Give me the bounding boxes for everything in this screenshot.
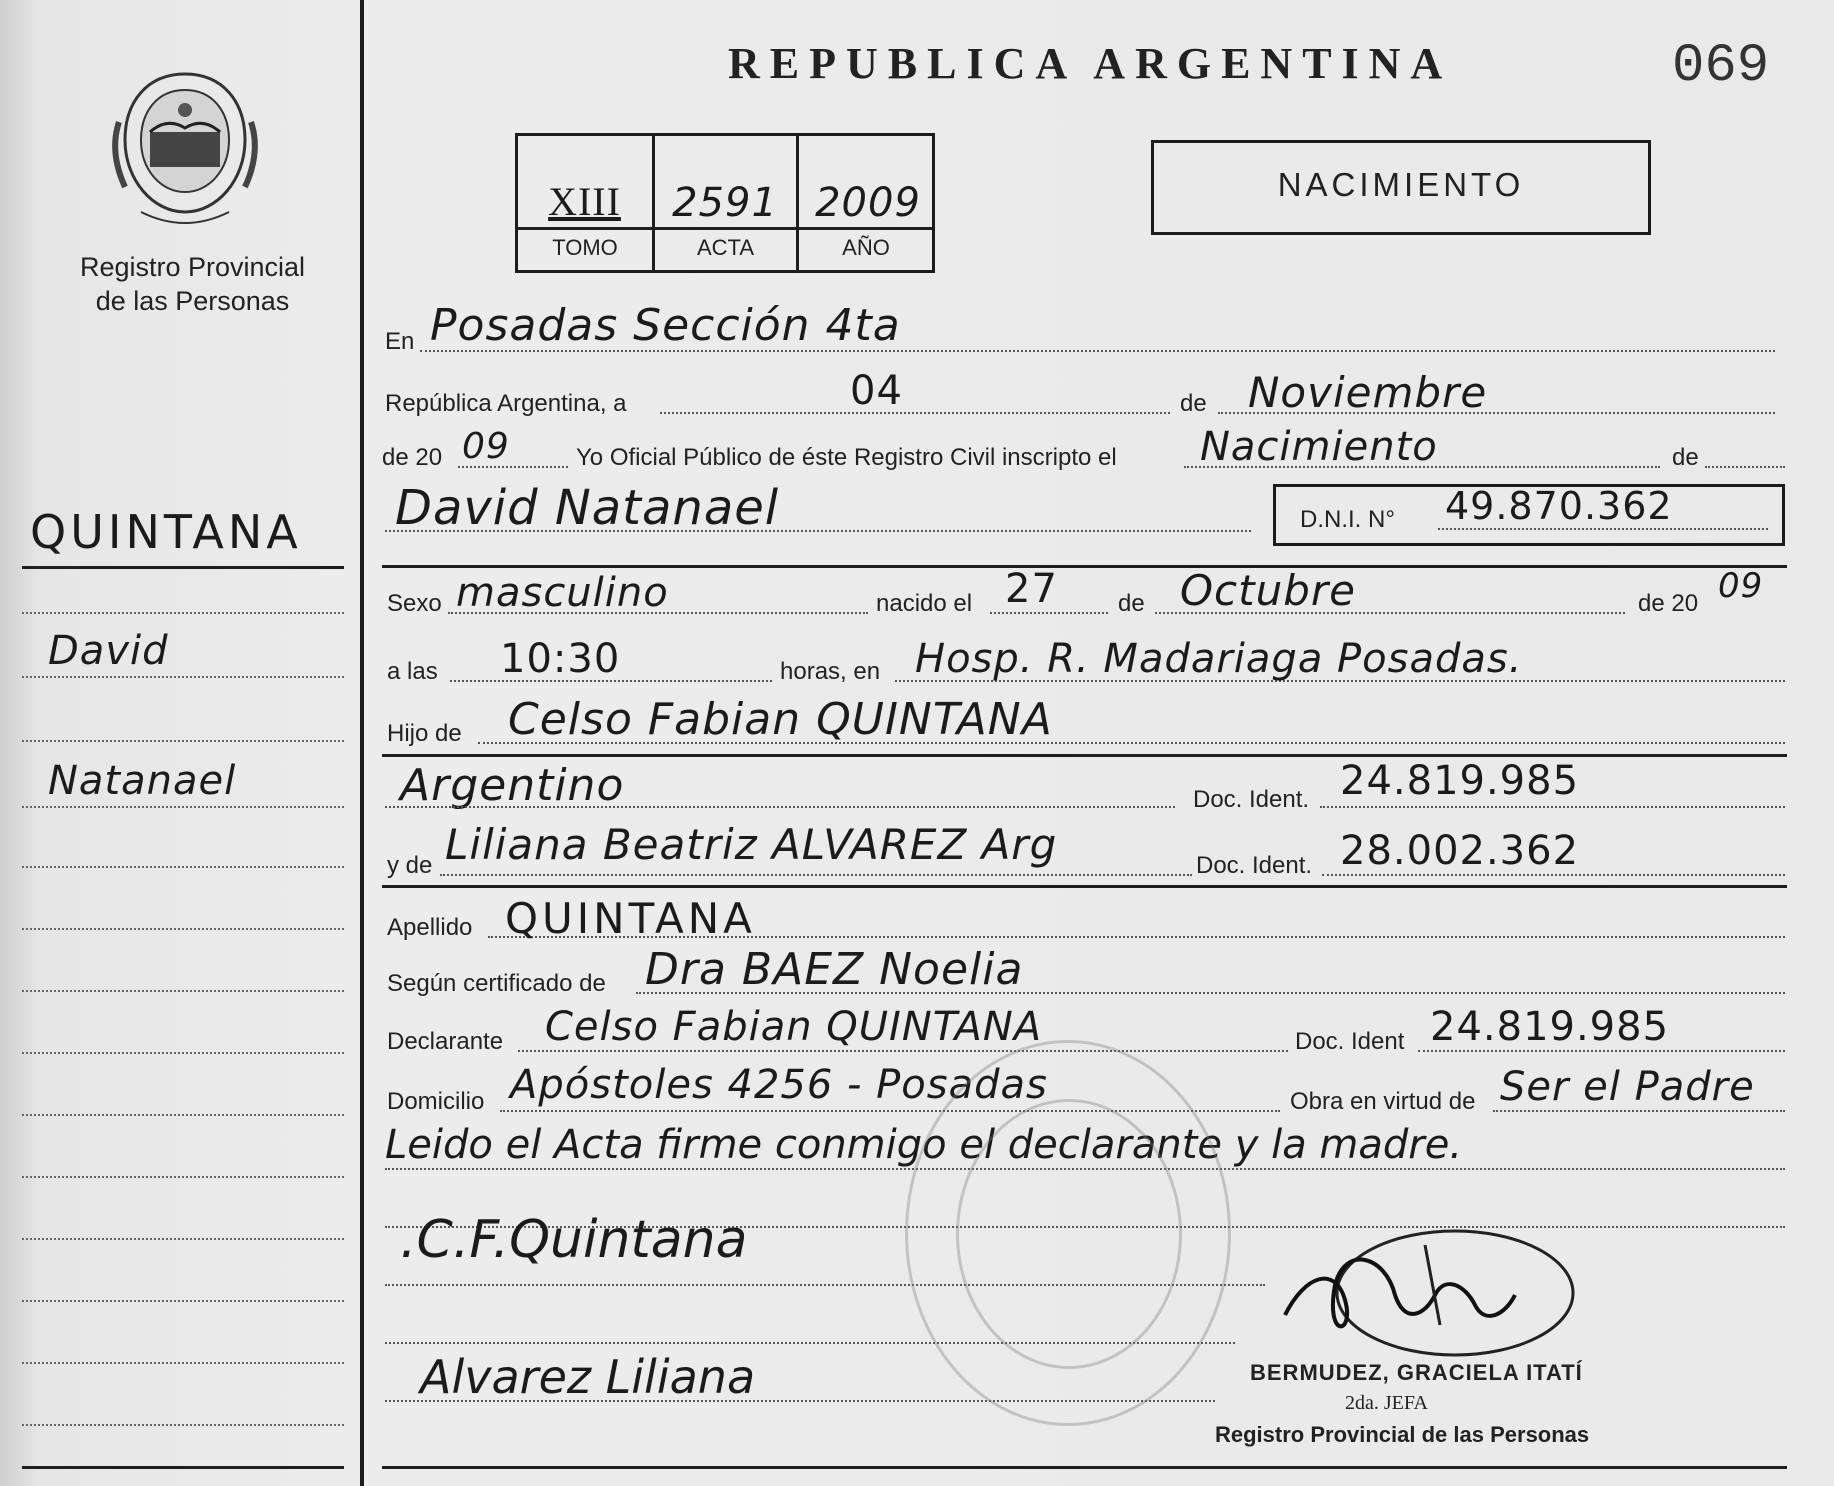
obra-value: Ser el Padre <box>1500 1064 1755 1110</box>
inscripto-value: Nacimiento <box>1200 424 1438 470</box>
section-rule <box>382 565 1787 568</box>
round-stamp-inner <box>956 1099 1182 1369</box>
doc2-label: Doc. Ident. <box>1196 852 1313 879</box>
margin-name1: David <box>48 628 169 674</box>
doc2-value: 28.002.362 <box>1340 828 1580 874</box>
child-name-line <box>385 530 1251 532</box>
acta-label: ACTA <box>696 235 755 260</box>
margin-line <box>22 806 344 808</box>
de2-line <box>1705 466 1785 468</box>
child-name: David Natanael <box>395 480 780 536</box>
de-label: de <box>1180 390 1207 417</box>
horas-label: horas, en <box>780 658 881 685</box>
record-type: NACIMIENTO <box>1277 166 1525 203</box>
month-value: Noviembre <box>1248 368 1488 417</box>
official-text: Yo Oficial Público de éste Registro Civil inscripto el <box>576 444 1117 471</box>
day-line <box>660 412 1170 414</box>
margin-line <box>22 1362 344 1364</box>
padre-nacionalidad: Argentino <box>400 760 625 811</box>
margin-line <box>22 612 344 614</box>
doc1-label: Doc. Ident. <box>1193 786 1310 813</box>
segun-label: Según certificado de <box>387 970 606 997</box>
margin-line <box>22 1114 344 1116</box>
doc2-line <box>1322 874 1785 876</box>
padre-rule <box>382 754 1787 757</box>
doc3-line <box>1418 1050 1785 1052</box>
round-stamp <box>905 1040 1231 1426</box>
year-prefix: de 20 <box>382 444 443 471</box>
registry-name-line2: de las Personas <box>95 286 290 316</box>
republica-label: República Argentina, a <box>385 390 627 417</box>
registry-name-line1: Registro Provincial <box>79 252 306 282</box>
dni-line <box>1438 528 1768 530</box>
de3-label: de <box>1118 590 1145 617</box>
en-value: Posadas Sección 4ta <box>430 300 901 351</box>
apellido-label: Apellido <box>387 914 473 941</box>
de2-label: de <box>1672 444 1699 471</box>
doc3-label: Doc. Ident <box>1295 1028 1405 1055</box>
anio-value: 2009 <box>815 180 921 226</box>
dni-label: D.N.I. N° <box>1300 506 1395 533</box>
margin-name2: Natanael <box>48 758 237 804</box>
margin-line <box>22 928 344 930</box>
hora-value: 10:30 <box>500 636 621 682</box>
tomo-label: TOMO <box>552 235 618 260</box>
obra-label: Obra en virtud de <box>1290 1088 1476 1115</box>
margin-surname: QUINTANA <box>30 505 302 559</box>
acta-value: 2591 <box>672 180 778 226</box>
official-role: 2da. JEFA <box>1345 1392 1428 1414</box>
doc1-value: 24.819.985 <box>1340 758 1580 804</box>
margin-bottom-rule <box>22 1466 344 1469</box>
doc3-value: 24.819.985 <box>1430 1004 1670 1050</box>
declarante-line <box>518 1050 1288 1052</box>
domicilio-label: Domicilio <box>387 1088 485 1115</box>
declarante-label: Declarante <box>387 1028 504 1055</box>
madre-line <box>440 874 1192 876</box>
birth-year: 09 <box>1718 566 1764 606</box>
margin-line <box>22 866 344 868</box>
official-org: Registro Provincial de las Personas <box>1215 1422 1590 1447</box>
day-value: 04 <box>850 368 903 414</box>
madre-value: Liliana Beatriz ALVAREZ Arg <box>445 820 1058 869</box>
record-box-hrule <box>515 227 935 230</box>
anio-label: AÑO <box>842 235 890 260</box>
bottom-rule <box>382 1466 1787 1469</box>
sexo-value: masculino <box>456 570 669 616</box>
margin-line <box>22 1052 344 1054</box>
country-title: REPUBLICA ARGENTINA <box>728 39 1453 88</box>
year-value: 09 <box>462 426 510 467</box>
hijo-label: Hijo de <box>387 720 462 747</box>
margin-line <box>22 1238 344 1240</box>
margin-line <box>22 1300 344 1302</box>
leido-text: Leido el Acta firme conmigo el declarante y la madre. <box>385 1122 1463 1168</box>
birth-day: 27 <box>1005 566 1058 612</box>
obra-line <box>1493 1110 1785 1112</box>
column-divider <box>360 0 364 1486</box>
madre-rule <box>382 885 1787 888</box>
nacionalidad-line <box>385 806 1175 808</box>
yde-label: y de <box>387 852 433 879</box>
misiones-seal <box>105 62 265 227</box>
official-signature <box>1265 1215 1585 1365</box>
birth-month: Octubre <box>1180 566 1357 615</box>
margin-line <box>22 1424 344 1426</box>
declarante-value: Celso Fabian QUINTANA <box>545 1004 1043 1050</box>
official-name: BERMUDEZ, GRACIELA ITATÍ <box>1250 1360 1583 1385</box>
year-line <box>458 466 568 468</box>
firma-padre: .C.F.Quintana <box>400 1210 748 1270</box>
alas-label: a las <box>387 658 438 685</box>
margin-line <box>22 740 344 742</box>
apellido-value: QUINTANA <box>505 894 756 943</box>
margin-line <box>22 676 344 678</box>
domicilio-value: Apóstoles 4256 - Posadas <box>510 1062 1048 1108</box>
birth-year-prefix: de 20 <box>1638 590 1699 617</box>
firma-madre: Alvarez Liliana <box>420 1350 756 1404</box>
sexo-label: Sexo <box>387 590 442 617</box>
padre-value: Celso Fabian QUINTANA <box>508 694 1053 745</box>
margin-line <box>22 1176 344 1178</box>
page-number: 069 <box>1672 36 1770 97</box>
birthday-line <box>990 612 1108 614</box>
nacido-label: nacido el <box>876 590 973 617</box>
lugar-value: Hosp. R. Madariaga Posadas. <box>915 636 1523 682</box>
margin-line <box>22 990 344 992</box>
certificado-value: Dra BAEZ Noelia <box>645 944 1024 995</box>
tomo-value: XIII <box>548 179 621 224</box>
en-label: En <box>385 328 415 355</box>
margin-surname-rule <box>22 566 344 569</box>
dni-value: 49.870.362 <box>1445 484 1673 528</box>
doc1-line <box>1320 806 1785 808</box>
